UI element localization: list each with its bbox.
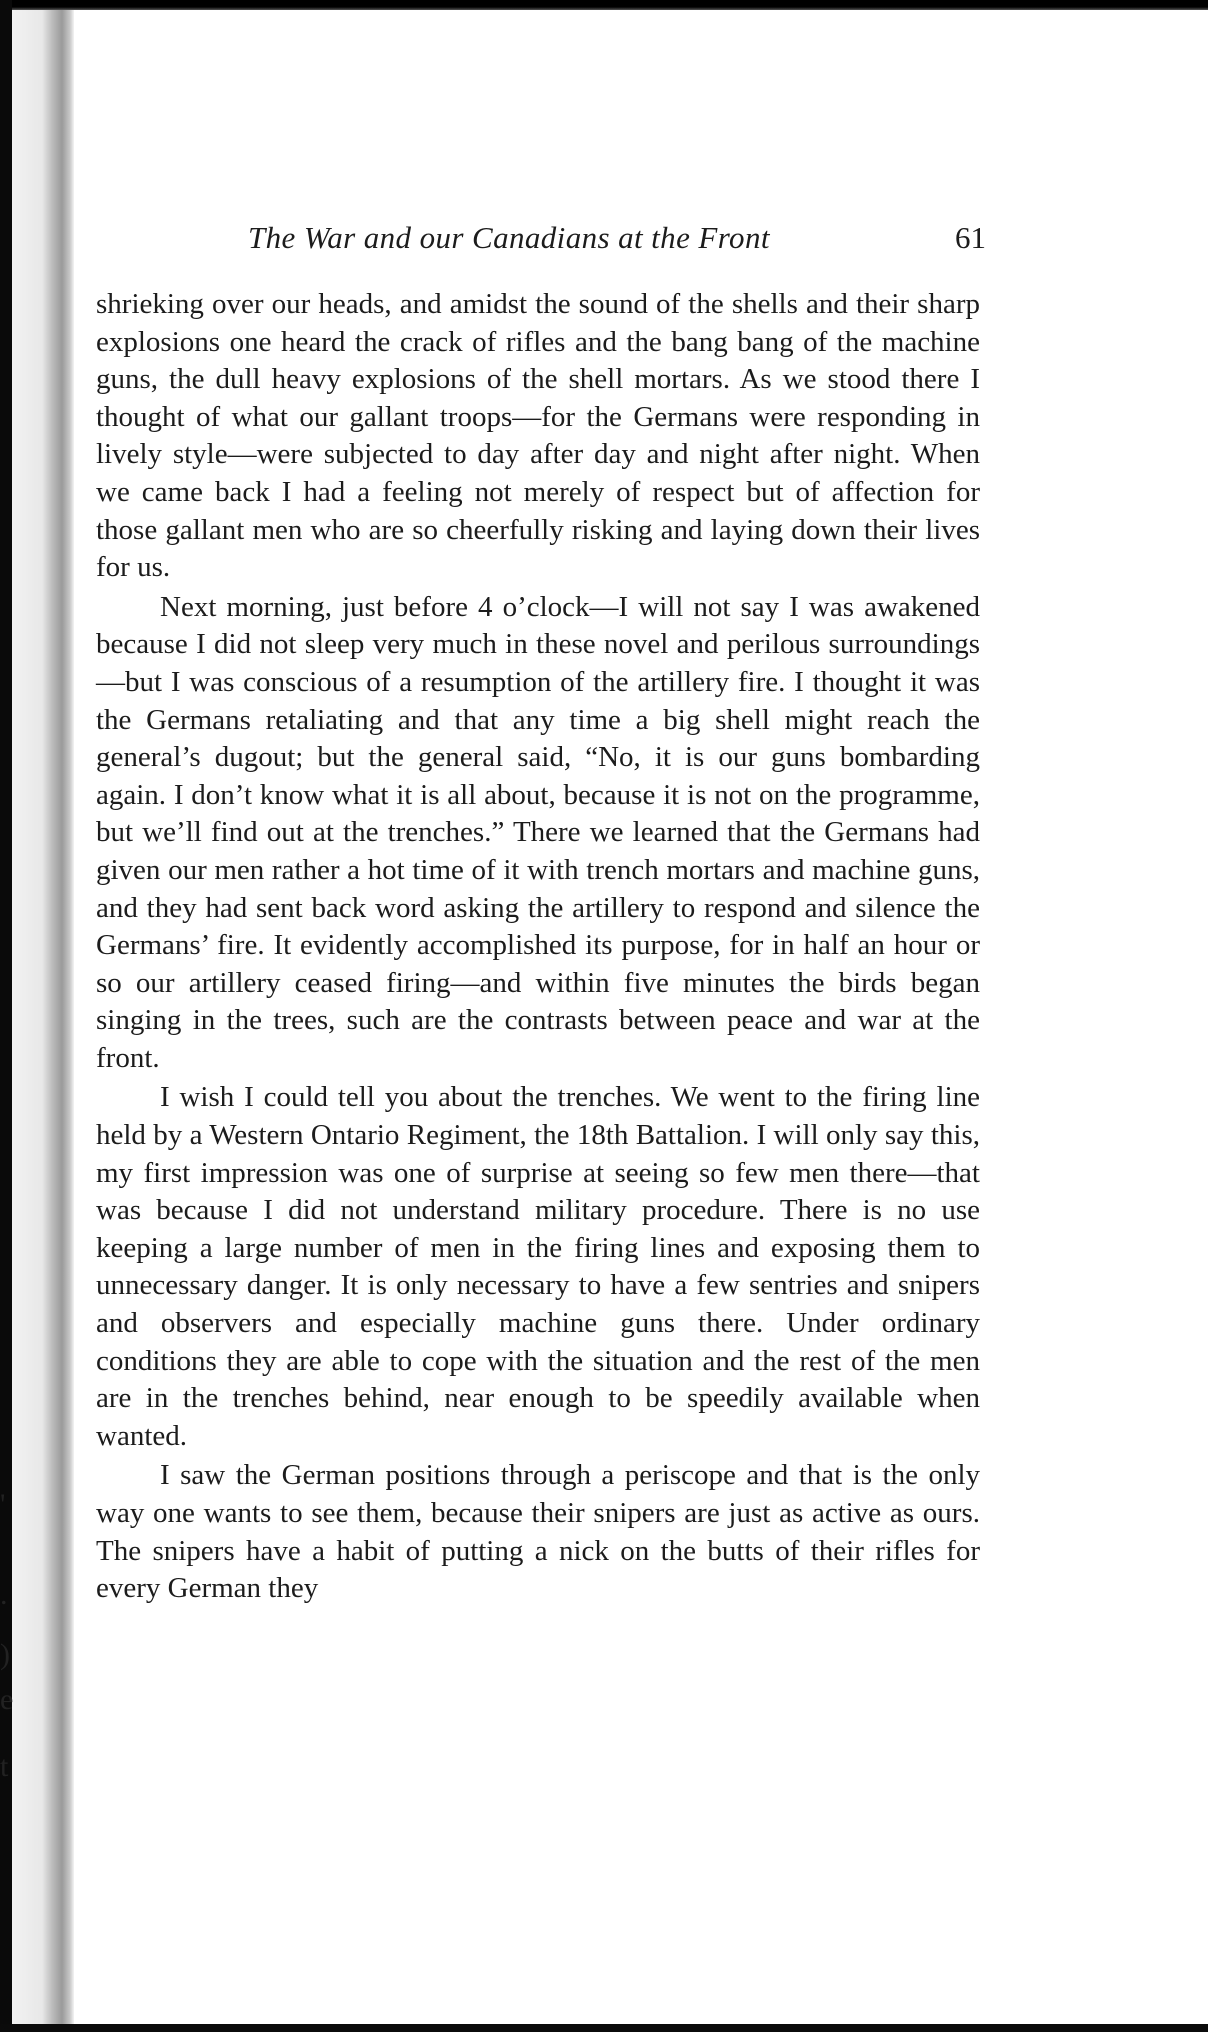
page-number: 61 <box>955 220 986 255</box>
scan-bottom-edge <box>0 2024 1208 2032</box>
scan-top-edge <box>0 0 1208 10</box>
paragraph-continued: shrieking over our heads, and amidst the sound of the shells and their sharp explosions one heard the crack of rifles and the bang bang of the machine guns, the dull heavy explosions of the shell mortars. As we stood there I thought of what our gallant troops—for the Germans were responding in lively style—were subjected to day after day and night after night. When we came back I had a feeling not merely of respect but of affection for those gallant men who are so cheerfully risking and laying down their lives for us. <box>96 288 980 584</box>
paragraph: Next morning, just before 4 o’clock—I will not say I was awakened because I did not sleep very much in these novel and perilous surroundings—but I was conscious of a resumption of the artillery fire. I thought it was the Germans retaliating and that any time a big shell might reach the general’s dugout; but the general said, “No, it is our guns bombarding again. I don’t know what it is all about, because it is not on the programme, but we’ll find out at the trenches.” There we learned that the Germans had given our men rather a hot time of it with trench mortars and machine guns, and they had sent back word asking the artillery to respond and silence the Germans’ fire. It evidently accomplished its purpose, for in half an hour or so our artillery ceased firing—and within five minutes the birds began singing in the trees, such are the contrasts between peace and war at the front. <box>96 590 980 1074</box>
running-head <box>96 220 986 262</box>
margin-fragment: . <box>0 1578 8 1611</box>
paragraph: I wish I could tell you about the trenches. We went to the firing line held by a Western Ontario Regiment, the 18th Battalion. I will only say this, my first impression was one of surprise at seeing so few men there—that was because I did not understand military procedure. There is no use keeping a large number of men in the firing lines and exposing them to unnecessary danger. It is only necessary to have a few sentries and snipers and observers and especially machine guns there. Under ordinary conditions they are able to cope with the situation and the rest of the men are in the trenches behind, near enough to be speedily available when wanted. <box>96 1081 980 1452</box>
paragraph: I saw the German positions through a periscope and that is the only way one wants to see them, because their snipers are just as active as ours. The snipers have a habit of putting a nick on the butts of their rifles for every German they <box>96 1459 980 1605</box>
margin-fragment: e <box>0 1683 14 1716</box>
book-spine-gutter <box>12 10 74 2032</box>
margin-fragment: t <box>0 1750 9 1783</box>
scan-left-edge <box>0 0 12 2032</box>
margin-fragment: ) <box>0 1638 10 1671</box>
margin-fragment: ' <box>0 1488 6 1521</box>
running-title: The War and our Canadians at the Front <box>248 220 770 255</box>
page-body <box>96 286 980 1608</box>
